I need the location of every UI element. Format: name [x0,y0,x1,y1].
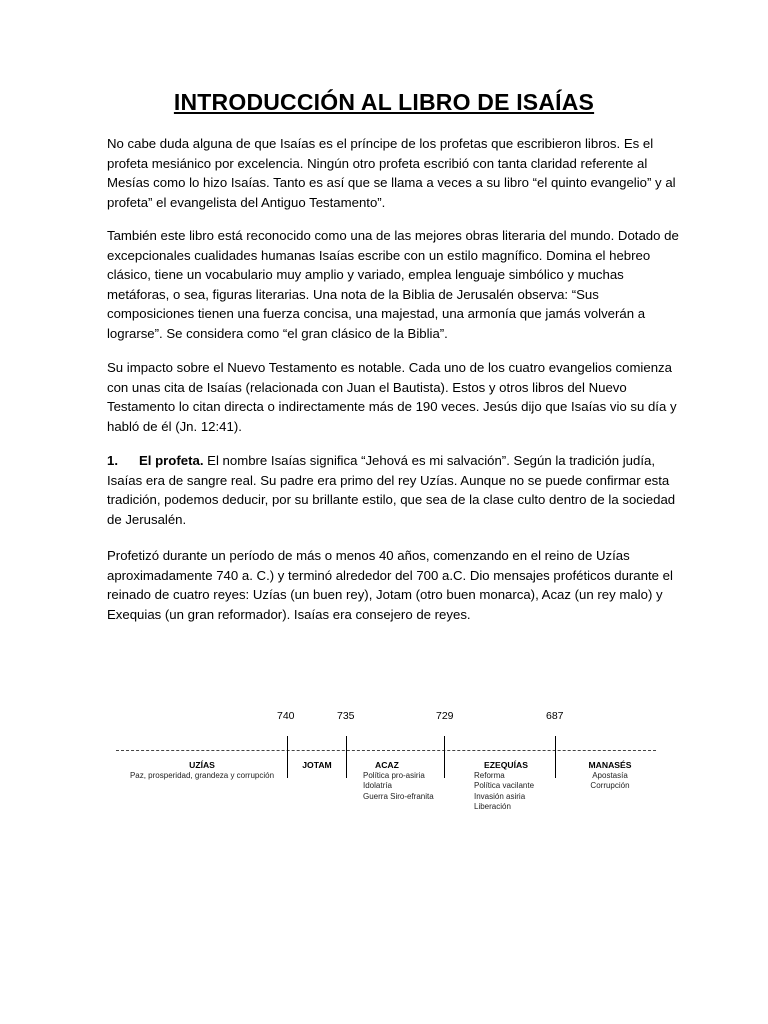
text-line: Isaías era de sangre real. Su padre era primo del rey Uzías. Aunque no se puede confirmar esta [107,472,670,488]
reign-item: Reforma [474,770,505,780]
timeline-year: 687 [546,710,564,722]
text-line: lograrse”. Se considera como “el gran clásico de la Biblia”. [107,325,448,341]
reign-name: ACAZ [375,760,399,770]
text-line: profeta mesiánico por excelencia. Ningún otro profeta escribió con tanta claridad referente al [107,155,648,171]
reign-item: Guerra Siro-efranita [363,791,434,801]
section-heading: El profeta. [139,453,204,468]
timeline-tick [287,736,288,778]
text-line: También este libro está reconocido como una de las mejores obras literaria del mundo. Dotado de [107,228,679,243]
reign-name: UZÍAS [189,760,215,770]
text-line: Mesías como lo hizo Isaías. Tanto es así que se llama a veces a su libro “el quinto evangelio” y al [107,175,676,191]
text-line: profeta” el evangelista del Antiguo Testamento”. [107,194,386,210]
reign-item: Corrupción [590,781,630,790]
timeline-tick [346,736,347,778]
text-line: excepcionales cualidades humanas Isaías escribe con un estilo magnífico. Domina el hebreo [107,247,651,263]
text-line: habló de él (Jn. 12:41). [107,418,242,434]
text-line: con unas cita de Isaías (relacionada con Juan el Bautista). Estos y otros libros del Nuevo [107,379,627,395]
reign-item: Política pro-asiria [363,770,425,780]
reign-jotam [290,760,344,771]
timeline-year: 729 [436,710,454,722]
timeline-year: 740 [277,710,295,722]
timeline-year: 735 [337,710,355,722]
reign-item: Liberación [474,802,511,811]
page-title: INTRODUCCIÓN AL LIBRO DE ISAÍAS [173,89,595,115]
reign-name: JOTAM [302,760,332,770]
reign-uzias [122,760,282,781]
reign-acaz [363,760,443,802]
text-line: aproximadamente 740 a. C.) y terminó alrededor del 700 a.C. Dio mensajes proféticos durante el [107,567,673,583]
reign-ezequias [474,760,554,813]
text-line: Profetizó durante un período de más o menos 40 años, comenzando en el reino de Uzías [107,548,630,563]
text-line: composiciones tienen una fuerza concisa, una majestad, una armonía que jamás volverán a [107,306,646,322]
reign-name: EZEQUÍAS [484,760,528,770]
reign-item: Paz, prosperidad, grandeza y corrupción [129,770,275,780]
text-line: de Jerusalén. [107,511,187,527]
text-line: Exequias (un gran reformador). Isaías era consejero de reyes. [107,606,471,622]
reign-item: Idolatría [363,781,392,790]
text-line: No cabe duda alguna de que Isaías es el príncipe de los profetas que escribieron libros. Es el [107,136,654,151]
text-line: reinado de cuatro reyes: Uzías (un buen rey), Jotam (otro buen monarca), Acaz (un rey malo) y [107,587,663,603]
text-line: Su impacto sobre el Nuevo Testamento es notable. Cada uno de los cuatro evangelios comienza [107,360,672,375]
reign-manases [572,760,648,792]
reign-item: Apostasía [592,770,628,780]
reign-item: Política vacilante [474,781,535,790]
timeline-axis [116,750,656,751]
section-number: 1. [107,453,118,468]
reign-name: MANASÉS [588,760,632,770]
text-line: metáforas, o sea, figuras literarias. Una nota de la Biblia de Jerusalén observa: “Sus [107,286,599,302]
timeline-tick [555,736,556,778]
text-line: Testamento lo citan directa o indirectamente más de 190 veces. Jesús dijo que Isaías vio su día y [107,399,677,415]
reign-item: Invasión asiria [474,791,526,801]
text-line: tradición, podemos deducir, por su brillante estilo, que sea de la clase culto dentro de la sociedad [107,492,676,508]
section-text: El nombre Isaías significa “Jehová es mi salvación”. Según la tradición judía, [203,453,656,468]
text-line: clásico, tiene un vocabulario muy amplio y variado, emplea lenguaje simbólico y muchas [107,267,624,283]
timeline-tick [444,736,445,778]
